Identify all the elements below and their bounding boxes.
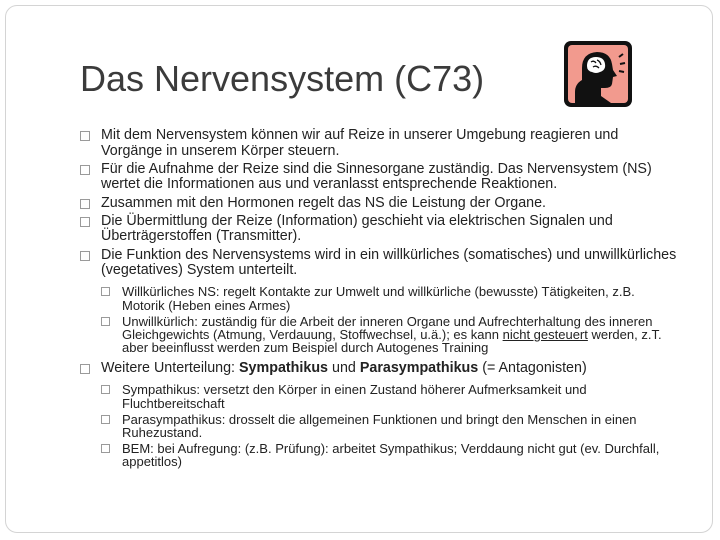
sub-bullet-item: Willkürliches NS: regelt Kontakte zur Umwelt und willkürliche (bewusste) Tätigkeiten, z.B. Motorik (Heben eines Armes): [101, 285, 680, 312]
square-bullet-icon: [80, 364, 90, 374]
square-bullet-icon: [80, 217, 90, 227]
bullet-item: Die Funktion des Nervensystems wird in ein willkürliches (somatisches) und unwillkürliches (vegetatives) System unterteilt.: [80, 248, 680, 279]
head-brain-icon: [563, 40, 633, 108]
square-bullet-icon: [101, 415, 110, 424]
square-bullet-icon: [101, 287, 110, 296]
bullet-item: Weitere Unterteilung: Sympathikus und Parasympathikus (= Antagonisten): [80, 361, 680, 377]
square-bullet-icon: [80, 199, 90, 209]
sub-bullet-item: Parasympathikus: drosselt die allgemeinen Funktionen und bringt den Menschen in einen Ruhezustand.: [101, 413, 680, 440]
square-bullet-icon: [101, 444, 110, 453]
sub-bullet-item: Sympathikus: versetzt den Körper in einen Zustand höherer Aufmerksamkeit und Fluchtbereitschaft: [101, 383, 680, 410]
bullet-item: Für die Aufnahme der Reize sind die Sinnesorgane zuständig. Das Nervensystem (NS) wertet die Informationen aus und veranlasst entsprechende Reaktionen.: [80, 162, 680, 193]
square-bullet-icon: [101, 317, 110, 326]
square-bullet-icon: [101, 385, 110, 394]
slide-content: [80, 128, 680, 471]
square-bullet-icon: [80, 251, 90, 261]
square-bullet-icon: [80, 131, 90, 141]
bullet-item: Mit dem Nervensystem können wir auf Reize in unserer Umgebung reagieren und Vorgänge in unserem Körper steuern.: [80, 128, 680, 159]
sub-bullet-item: Unwillkürlich: zuständig für die Arbeit der inneren Organe und Aufrechterhaltung des inneren Gleichgewichts (Atmung, Verdauung, Stoffwechsel, u.ä.); es kann nicht gesteuert werden, z.T. aber beeinflusst werden zum Beispiel durch Autogenes Training: [101, 315, 680, 355]
slide-title: Das Nervensystem (C73): [80, 58, 485, 99]
bullet-item: Die Übermittlung der Reize (Information) geschieht via elektrischen Signalen und Überträgerstoffen (Transmitter).: [80, 214, 680, 245]
square-bullet-icon: [80, 165, 90, 175]
sub-bullet-item: BEM: bei Aufregung: (z.B. Prüfung): arbeitet Sympathikus; Verddaung nicht gut (ev. Durchfall, appetitlos): [101, 442, 680, 469]
bullet-item: Zusammen mit den Hormonen regelt das NS die Leistung der Organe.: [80, 196, 680, 212]
